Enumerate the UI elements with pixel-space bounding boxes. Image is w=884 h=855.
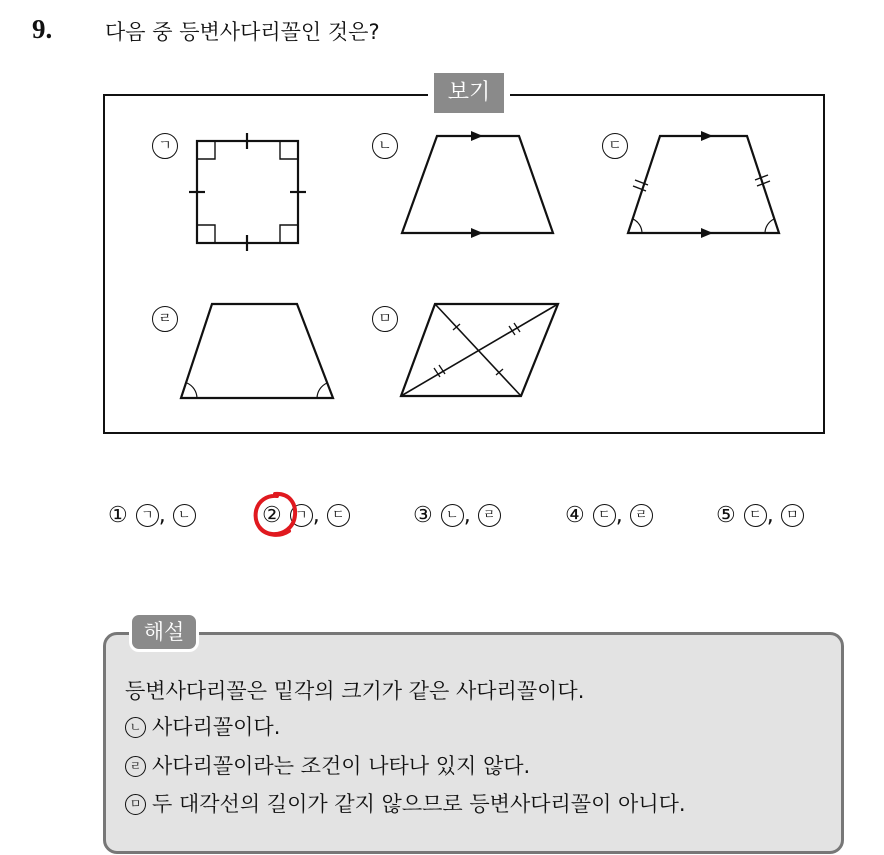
choice-option: ㄹ (630, 504, 653, 527)
choice-option: ㄷ (744, 504, 767, 527)
explanation-mark: ㄹ (125, 756, 146, 777)
choice-number: ④ (565, 503, 585, 528)
figure-label-e: ㅁ (372, 306, 398, 332)
choice-5[interactable] (716, 499, 804, 533)
figure-box-title: 보기 (428, 73, 510, 113)
choice-separator: , (766, 503, 774, 528)
explanation-line-2 (125, 711, 280, 741)
choice-separator: , (463, 503, 471, 528)
explanation-line-3 (125, 750, 530, 780)
explanation-mark: ㄴ (125, 717, 146, 738)
question-number: 9. (32, 14, 53, 44)
choice-number: ③ (413, 503, 433, 528)
choice-number: ⑤ (716, 503, 736, 528)
figure-label-d: ㄹ (152, 306, 178, 332)
choice-option: ㄱ (136, 504, 159, 527)
figure-rhombus-diagonals (395, 295, 565, 405)
figure-label-c: ㄷ (602, 133, 628, 159)
choice-separator: , (615, 503, 623, 528)
explanation-line-4 (125, 788, 686, 818)
choice-option: ㄴ (173, 504, 196, 527)
choice-option: ㄴ (441, 504, 464, 527)
question-text: 다음 중 등변사다리꼴인 것은? (105, 20, 380, 44)
choice-separator: , (312, 503, 320, 528)
choice-option: ㄷ (593, 504, 616, 527)
choice-number: ① (108, 503, 128, 528)
answer-choices (0, 499, 884, 533)
choice-option: ㄹ (478, 504, 501, 527)
explanation-title: 해설 (129, 612, 199, 652)
figure-label-b: ㄴ (372, 133, 398, 159)
explanation-mark: ㅁ (125, 794, 146, 815)
explanation-panel (103, 632, 844, 854)
choice-option: ㄱ (290, 504, 313, 527)
choice-number: ② (262, 503, 282, 528)
choice-option: ㄷ (327, 504, 350, 527)
explanation-text: 사다리꼴이라는 조건이 나타나 있지 않다. (152, 754, 531, 778)
figure-isosceles-trapezoid (620, 125, 790, 245)
choice-4[interactable] (565, 499, 653, 533)
explanation-text: 두 대각선의 길이가 같지 않으므로 등변사다리꼴이 아니다. (152, 792, 686, 816)
figure-trapezoid-equal-angles (175, 295, 340, 405)
choice-separator: , (158, 503, 166, 528)
figure-label-a: ㄱ (152, 133, 178, 159)
figure-square (180, 125, 320, 255)
choice-option: ㅁ (781, 504, 804, 527)
explanation-line-1: 등변사다리꼴은 밑각의 크기가 같은 사다리꼴이다. (125, 679, 585, 703)
choice-1[interactable] (108, 499, 196, 533)
figure-trapezoid-parallel (395, 125, 565, 245)
answer-mark-circle (250, 488, 300, 540)
choice-3[interactable] (413, 499, 501, 533)
explanation-text: 사다리꼴이다. (152, 715, 281, 739)
